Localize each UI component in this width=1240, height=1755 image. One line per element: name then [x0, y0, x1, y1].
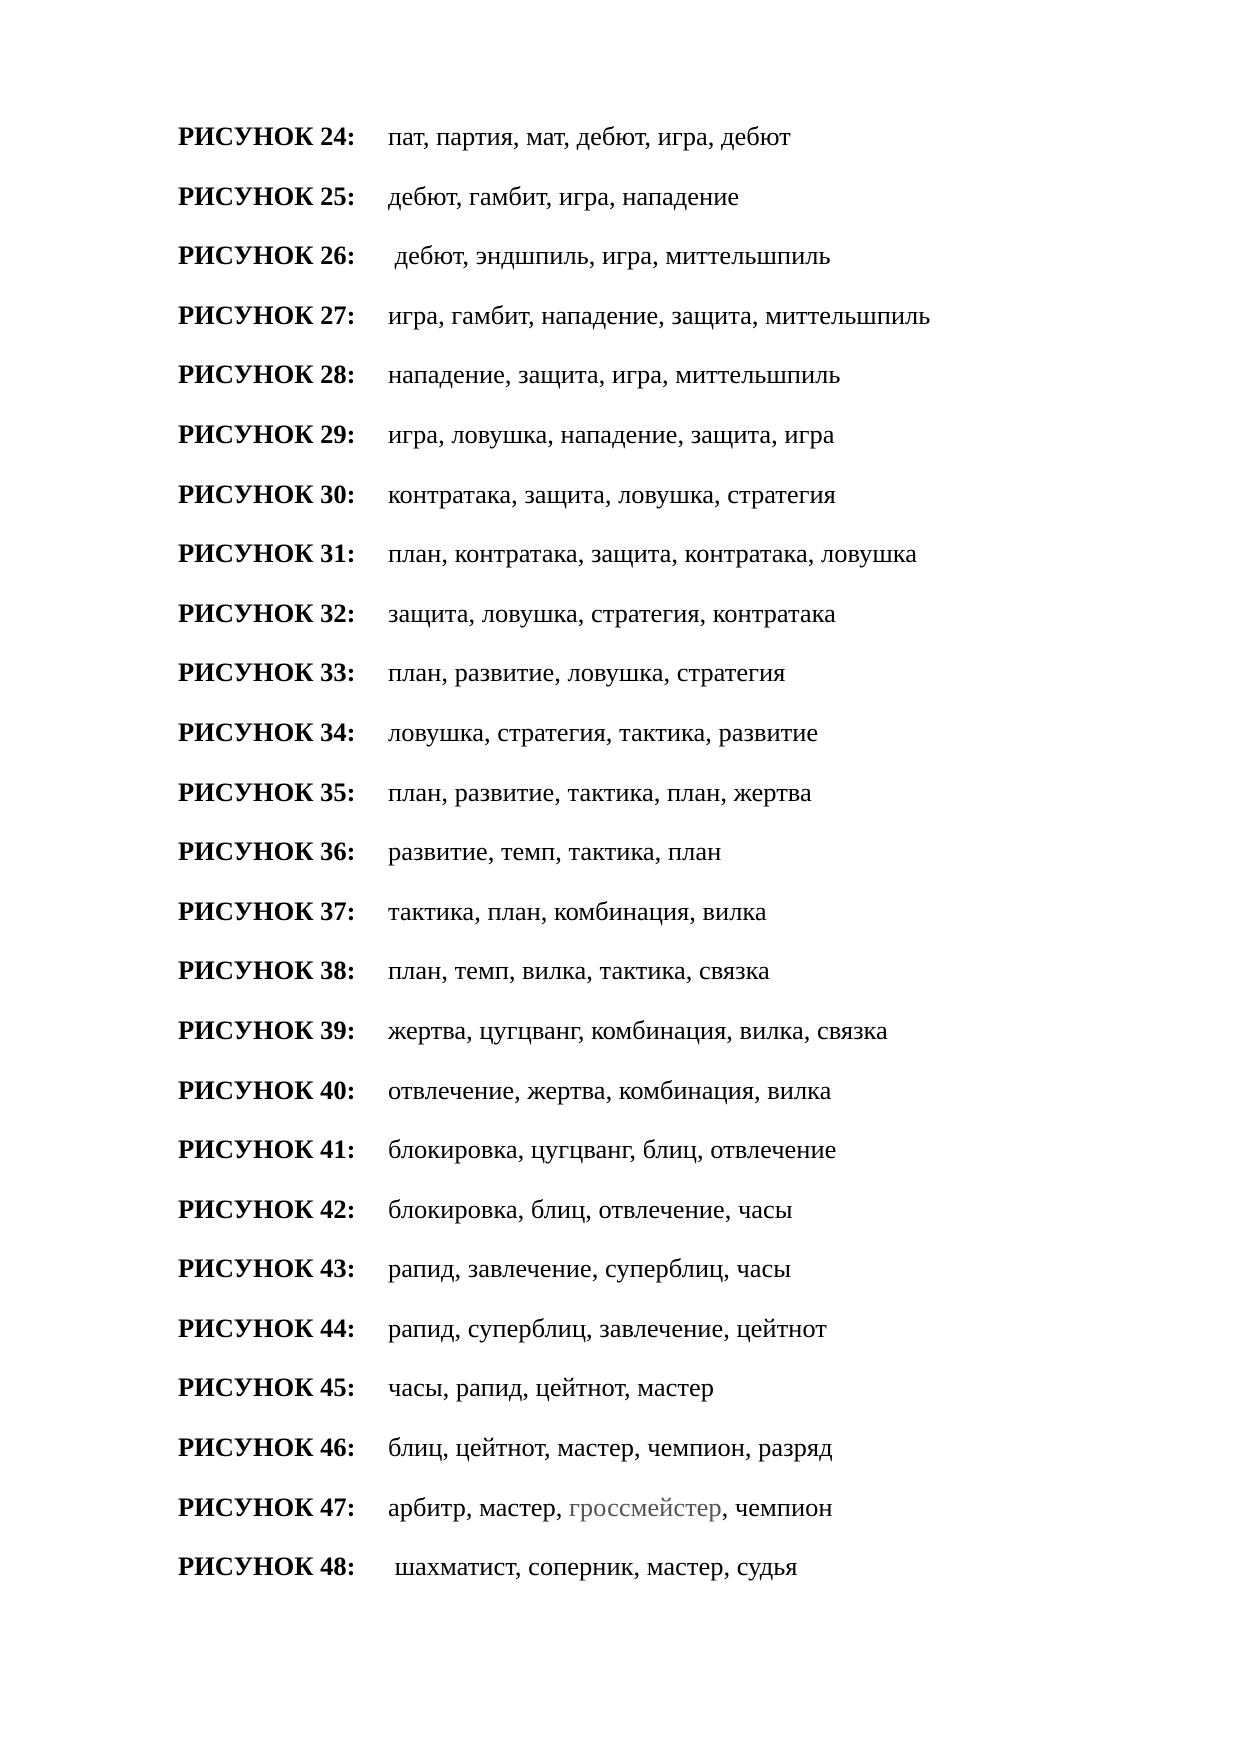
figure-label: РИСУНОК 38:: [178, 955, 356, 986]
term-segment-muted: гроссмейстер: [569, 1491, 722, 1522]
list-item: [178, 351, 930, 411]
term-segment: , чемпион: [721, 1491, 833, 1522]
figure-label: РИСУНОК 45:: [178, 1372, 356, 1403]
figure-terms: блиц, цейтнот, мастер, чемпион, разряд: [388, 1432, 833, 1463]
list-item: [178, 1067, 930, 1127]
list-item: [178, 471, 930, 531]
figure-terms: игра, ловушка, нападение, защита, игра: [388, 418, 835, 449]
list-item: [178, 1245, 930, 1305]
figure-label: РИСУНОК 30:: [178, 478, 356, 509]
list-item: [178, 1007, 930, 1067]
figure-label: РИСУНОК 25:: [178, 180, 356, 211]
figure-label: РИСУНОК 28:: [178, 359, 356, 390]
figure-terms: защита, ловушка, стратегия, контратака: [388, 597, 836, 628]
figure-terms: рапид, суперблиц, завлечение, цейтнот: [388, 1312, 827, 1343]
figure-terms: план, развитие, тактика, план, жертва: [388, 776, 812, 807]
list-item: [178, 769, 930, 829]
list-item: [178, 113, 930, 173]
list-item: [178, 1424, 930, 1484]
list-item: [178, 1364, 930, 1424]
figure-label: РИСУНОК 31:: [178, 538, 356, 569]
figure-terms: дебют, гамбит, игра, нападение: [388, 180, 740, 211]
term-segment: арбитр, мастер,: [388, 1491, 570, 1522]
figure-label: РИСУНОК 44:: [178, 1312, 356, 1343]
figure-terms: [388, 1484, 833, 1530]
figure-label: РИСУНОК 27:: [178, 299, 356, 330]
list-item: [178, 828, 930, 888]
list-item: [178, 530, 930, 590]
figure-label: РИСУНОК 37:: [178, 895, 356, 926]
list-item: [178, 411, 930, 471]
figure-label: РИСУНОК 35:: [178, 776, 356, 807]
figure-label: РИСУНОК 48:: [178, 1551, 356, 1582]
figure-label: РИСУНОК 42:: [178, 1193, 356, 1224]
figure-label: РИСУНОК 40:: [178, 1074, 356, 1105]
list-item: [178, 888, 930, 948]
figure-label: РИСУНОК 29:: [178, 418, 356, 449]
figure-terms: тактика, план, комбинация, вилка: [388, 895, 767, 926]
figure-terms: блокировка, блиц, отвлечение, часы: [388, 1193, 793, 1224]
figure-terms: дебют, эндшпиль, игра, миттельшпиль: [388, 240, 831, 271]
figure-terms: пат, партия, мат, дебют, игра, дебют: [388, 121, 791, 151]
figure-label: РИСУНОК 39:: [178, 1014, 356, 1045]
figure-label: РИСУНОК 26:: [178, 240, 356, 271]
list-item: [178, 1543, 930, 1603]
figure-terms: развитие, темп, тактика, план: [388, 836, 722, 867]
figure-label: РИСУНОК 33:: [178, 657, 356, 688]
list-item: [178, 292, 930, 352]
list-item: [178, 232, 930, 292]
figure-label: РИСУНОК 46:: [178, 1432, 356, 1463]
figure-label: РИСУНОК 34:: [178, 716, 356, 747]
list-item: [178, 173, 930, 233]
figure-terms: нападение, защита, игра, миттельшпиль: [388, 359, 841, 390]
list-item: [178, 649, 930, 709]
list-item: [178, 1186, 930, 1246]
figure-label: РИСУНОК 47:: [178, 1491, 356, 1522]
figure-terms: ловушка, стратегия, тактика, развитие: [388, 716, 819, 747]
figure-terms: шахматист, соперник, мастер, судья: [388, 1551, 798, 1582]
figure-term-list: [178, 113, 930, 1603]
list-item: [178, 709, 930, 769]
list-item: [178, 1126, 930, 1186]
list-item: [178, 1484, 930, 1544]
figure-terms: отвлечение, жертва, комбинация, вилка: [388, 1074, 832, 1105]
list-item: [178, 947, 930, 1007]
list-item: [178, 1305, 930, 1365]
figure-terms: игра, гамбит, нападение, защита, миттельшпиль: [388, 299, 931, 330]
figure-label: РИСУНОК 36:: [178, 836, 356, 867]
list-item: [178, 590, 930, 650]
figure-terms: рапид, завлечение, суперблиц, часы: [388, 1253, 792, 1284]
figure-terms: план, развитие, ловушка, стратегия: [388, 657, 786, 688]
figure-label: РИСУНОК 32:: [178, 597, 356, 628]
figure-terms: контратака, защита, ловушка, стратегия: [388, 478, 836, 509]
figure-terms: план, темп, вилка, тактика, связка: [388, 955, 770, 986]
figure-label: РИСУНОК 41:: [178, 1134, 356, 1165]
figure-terms: план, контратака, защита, контратака, ловушка: [388, 538, 917, 569]
figure-label: РИСУНОК 24:: [178, 121, 356, 151]
figure-terms: часы, рапид, цейтнот, мастер: [388, 1372, 714, 1403]
figure-terms: блокировка, цугцванг, блиц, отвлечение: [388, 1134, 837, 1165]
figure-label: РИСУНОК 43:: [178, 1253, 356, 1284]
figure-terms: жертва, цугцванг, комбинация, вилка, связка: [388, 1014, 888, 1045]
